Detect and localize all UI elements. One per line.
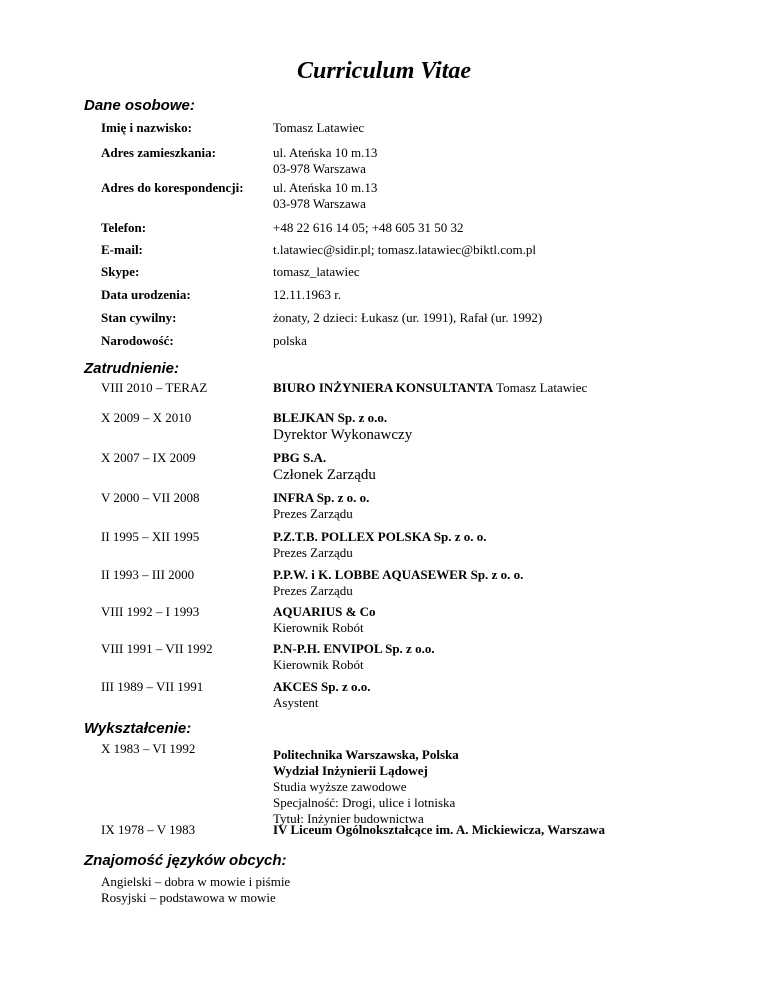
field-value: +48 22 616 14 05; +48 605 31 50 32 [273,220,464,235]
field-value: tomasz_latawiec [273,264,360,279]
field-value: żonaty, 2 dzieci: Łukasz (ur. 1991), Rafał (ur. 1992) [273,310,543,325]
employment-period: VIII 1991 – VII 1992 [101,641,213,656]
language-item: Rosyjski – podstawowa w mowie [101,890,276,905]
languages-list [101,874,290,906]
education-detail: Studia wyższe zawodowe [273,779,407,794]
employment-period: V 2000 – VII 2008 [101,490,200,505]
employer-name: BIURO INŻYNIERA KONSULTANTA [273,380,494,395]
faculty-name: Wydział Inżynierii Lądowej [273,763,428,778]
employer-name: P.P.W. i K. LOBBE AQUASEWER Sp. z o. o. [273,567,524,582]
field-label: E-mail: [101,242,143,257]
page-title: Curriculum Vitae [296,58,472,84]
employer-name: PBG S.A. [273,450,327,465]
field-value: 03-978 Warszawa [273,196,366,211]
employment-period: VIII 2010 – TERAZ [101,380,208,395]
section-heading-languages: Znajomość języków obcych: [84,852,287,869]
education-detail: Specjalność: Drogi, ulice i lotniska [273,795,456,810]
field-value: ul. Ateńska 10 m.13 [273,145,378,160]
employer-name: AKCES Sp. z o.o. [273,679,371,694]
field-label: Imię i nazwisko: [101,120,192,135]
employer-name: AQUARIUS & Co [273,604,376,619]
education-period: IX 1978 – V 1983 [101,822,196,837]
employment-period: III 1989 – VII 1991 [101,679,204,694]
field-label: Skype: [101,264,140,279]
education-detail: Tytuł: Inżynier budownictwa [273,811,424,826]
language-item: Angielski – dobra w mowie i piśmie [101,874,291,889]
field-label: Stan cywilny: [101,310,177,325]
employment-position: Prezes Zarządu [273,583,353,598]
field-label: Adres zamieszkania: [101,145,216,160]
employment-position: Kierownik Robót [273,620,364,635]
employer-name: BLEJKAN Sp. z o.o. [273,410,388,425]
field-label: do korespondencji: [137,180,244,195]
field-value: 12.11.1963 r. [273,287,342,302]
field-value: polska [273,333,307,348]
section-heading-education: Wykształcenie: [84,720,192,737]
employer-name: INFRA Sp. z o. o. [273,490,370,505]
employment-period: X 2007 – IX 2009 [101,450,196,465]
field-label: Data urodzenia: [101,287,191,302]
field-value: Tomasz Latawiec [273,120,365,135]
employment-period: II 1995 – XII 1995 [101,529,200,544]
employment-position: Prezes Zarządu [273,545,353,560]
employment-position: Kierownik Robót [273,657,364,672]
employment-period: X 2009 – X 2010 [101,410,192,425]
employment-period: II 1993 – III 2000 [101,567,195,582]
employment-position: Asystent [273,695,319,710]
employment-position: Prezes Zarządu [273,506,353,521]
education-period: X 1983 – VI 1992 [101,741,196,756]
employment-period: VIII 1992 – I 1993 [101,604,200,619]
employment-position: Członek Zarządu [273,467,376,483]
field-value: ul. Ateńska 10 m.13 [273,180,378,195]
employer-name: P.N-P.H. ENVIPOL Sp. z o.o. [273,641,435,656]
field-label: Adres [101,180,134,195]
employer-name: P.Z.T.B. POLLEX POLSKA Sp. z o. o. [273,529,487,544]
employer-suffix: Tomasz Latawiec [496,380,588,395]
section-heading-employment: Zatrudnienie: [84,360,180,377]
field-label: Telefon: [101,220,147,235]
field-value: t.latawiec@sidir.pl; tomasz.latawiec@biktl.com.pl [273,242,536,257]
field-label: Narodowość: [101,333,174,348]
employment-position: Dyrektor Wykonawczy [273,427,413,443]
school-name: Politechnika Warszawska, Polska [273,747,459,762]
section-heading-personal: Dane osobowe: [84,97,195,114]
field-value: 03-978 Warszawa [273,161,366,176]
school-name: IV Liceum Ogólnokształcące im. A. Mickiewicza, Warszawa [273,822,606,837]
